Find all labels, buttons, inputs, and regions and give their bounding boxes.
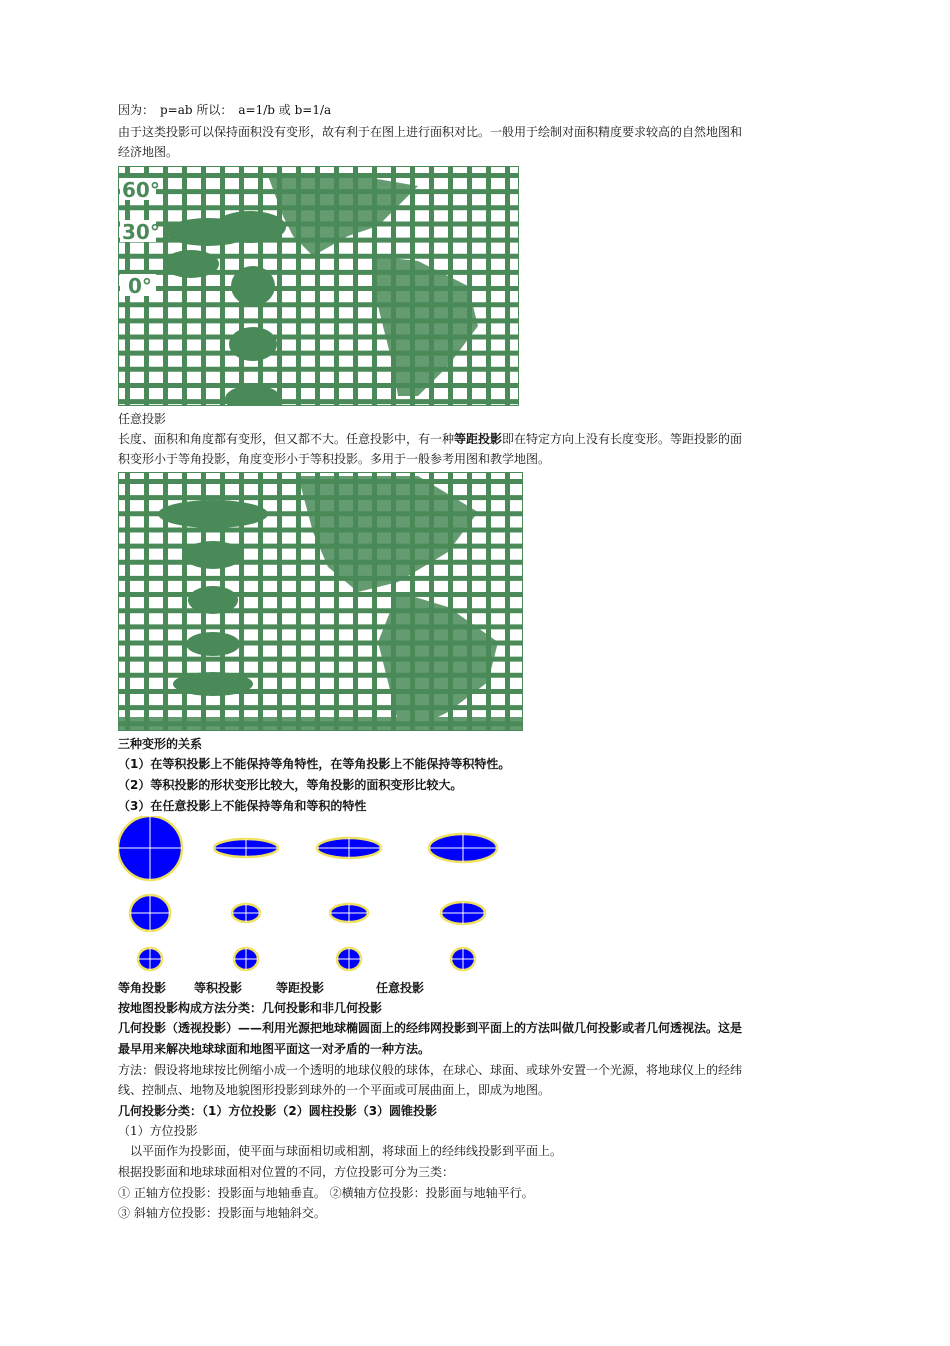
formula-line: 因为： p=ab 所以： a=1/b 或 b=1/a	[118, 103, 332, 117]
relationship-point-3: （3）在任意投影上不能保持等角和等积的特性	[118, 799, 367, 813]
geometric-classification-heading: 几何投影分类：（1）方位投影（2）圆柱投影（3）圆锥投影	[118, 1104, 438, 1118]
azimuthal-types-intro: 根据投影面和地球球面相对位置的不同，方位投影可分为三类：	[118, 1165, 455, 1179]
azimuthal-desc: 以平面作为投影面，使平面与球面相切或相割，将球面上的经纬线投影到平面上。	[118, 1144, 563, 1158]
ellipse-grid	[118, 816, 497, 970]
relationship-point-1: （1）在等积投影上不能保持等角特性，在等角投影上不能保持等积特性。	[118, 757, 511, 771]
arbitrary-desc-line-2: 积变形小于等角投影，角度变形小于等积投影。多用于一般参考用图和教学地图。	[118, 452, 551, 466]
legend-equal-area: 等积投影	[194, 981, 243, 995]
method-line-2: 线、控制点、地物及地貌图形投影到球外的一个平面或可展曲面上，即成为地图。	[118, 1083, 551, 1097]
geometric-projection-def-line-2: 最早用来解决地球球面和地图平面这一对矛盾的一种方法。	[118, 1042, 431, 1056]
classification-heading: 按地图投影构成方法分类：几何投影和非几何投影	[118, 1001, 383, 1015]
lat-label-30: 30°	[122, 220, 160, 244]
azimuthal-types-1-2: ① 正轴方位投影：投影面与地轴垂直。 ②横轴方位投影：投影面与地轴平行。	[118, 1186, 534, 1200]
arbitrary-desc-line-1	[118, 429, 742, 449]
equal-area-usage-line-2: 经济地图。	[118, 145, 179, 159]
legend-arbitrary: 任意投影	[376, 981, 425, 995]
azimuthal-type-3: ③ 斜轴方位投影：投影面与地轴斜交。	[118, 1206, 326, 1220]
equidistant-term: 等距投影	[454, 432, 503, 446]
deformation-ellipses-figure	[118, 816, 518, 976]
lat-label-0: 0°	[128, 274, 152, 298]
legend-equidistant: 等距投影	[276, 981, 325, 995]
equal-area-map-figure	[118, 166, 519, 406]
geometric-projection-def-line-1: 几何投影（透视投影）——利用光源把地球椭圆面上的经纬网投影到平面上的方法叫做几何投影或者几何透视法。这是	[118, 1021, 743, 1035]
ellipse-legend	[118, 978, 518, 998]
method-line-1: 方法：假设将地球按比例缩小成一个透明的地球仪般的球体，在球心、球面、或球外安置一个光源，将地球仪上的经纬	[118, 1063, 743, 1077]
azimuthal-subheading: （1）方位投影	[118, 1124, 198, 1138]
legend-conformal: 等角投影	[118, 981, 167, 995]
arbitrary-desc-post: 即在特定方向上没有长度变形。等距投影的面	[502, 432, 743, 446]
relationship-point-2: （2）等积投影的形状变形比较大，等角投影的面积变形比较大。	[118, 778, 463, 792]
equal-area-usage-line-1: 由于这类投影可以保持面积没有变形，故有利于在图上进行面积对比。一般用于绘制对面积精度要求较高的自然地图和	[118, 125, 743, 139]
relationship-heading: 三种变形的关系	[118, 737, 203, 751]
arbitrary-desc-pre: 长度、面积和角度都有变形，但又都不大。任意投影中，有一种	[118, 432, 455, 446]
equidistant-map-figure	[118, 472, 523, 731]
section-title-arbitrary-projection: 任意投影	[118, 412, 167, 426]
lat-label-60: 60°	[122, 178, 160, 202]
